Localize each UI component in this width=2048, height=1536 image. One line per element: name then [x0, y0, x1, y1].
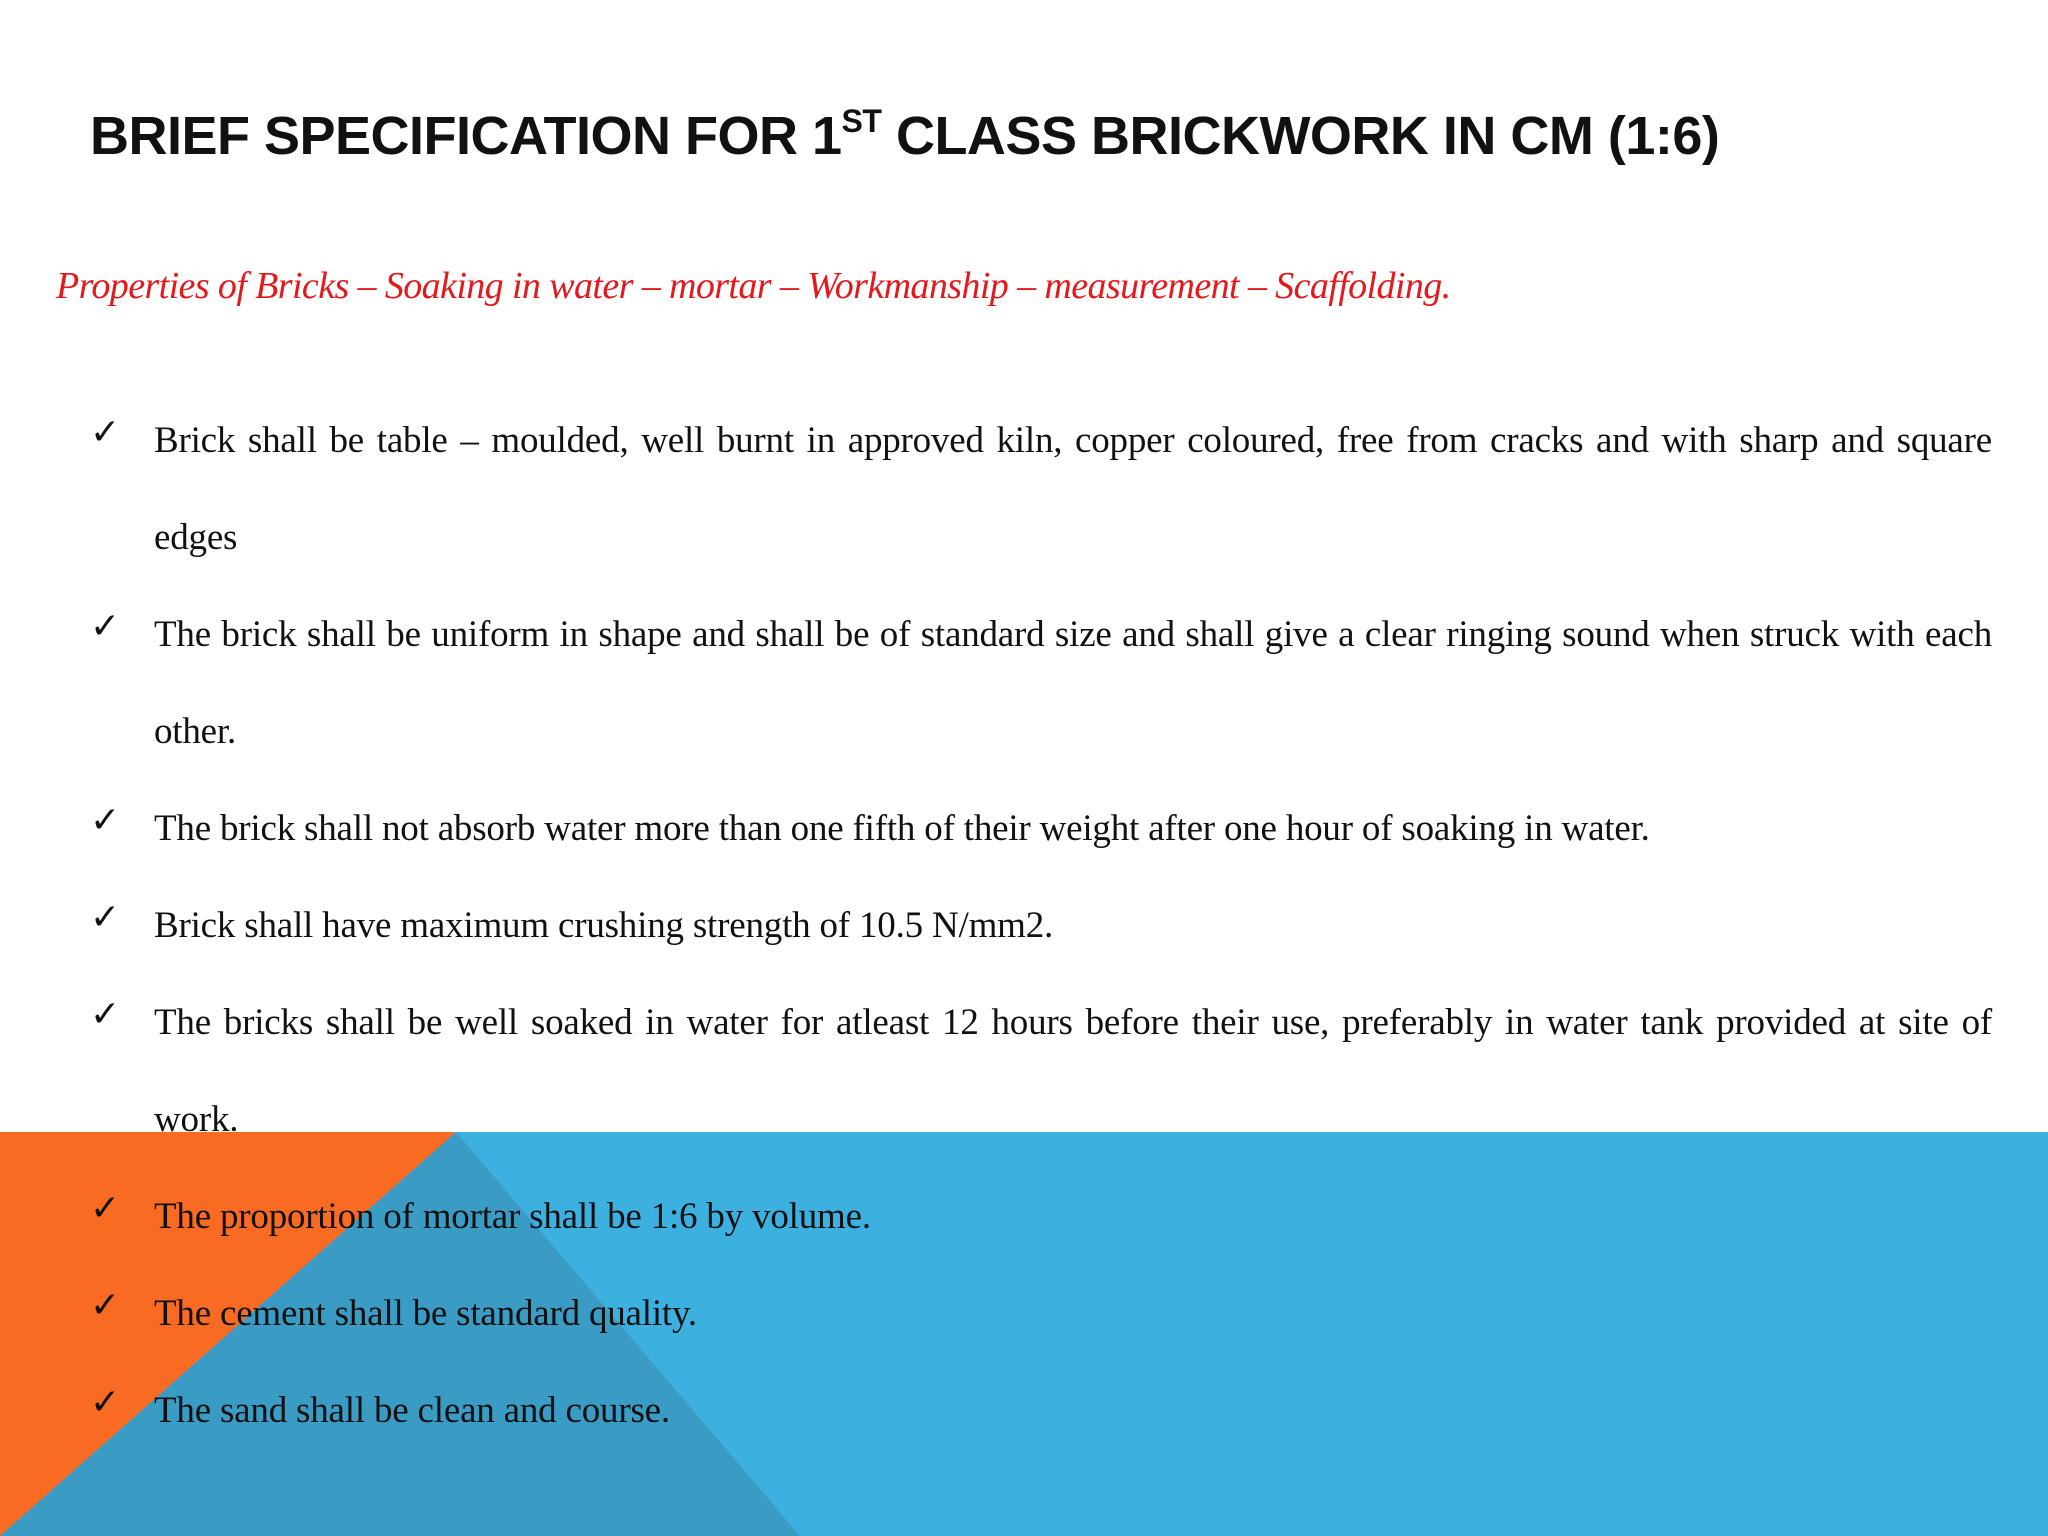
title-superscript: ST: [841, 103, 882, 139]
check-icon: ✓: [90, 606, 120, 647]
check-icon: ✓: [90, 1382, 120, 1423]
check-icon: ✓: [90, 994, 120, 1035]
list-item-text: The bricks shall be well soaked in water for atleast 12 hours before their use, preferably in water tank provided at site of work.: [154, 1002, 1992, 1140]
title-rest: CLASS BRICKWORK IN CM (1:6): [881, 106, 1720, 166]
list-item-text: The brick shall be uniform in shape and shall be of standard size and shall give a clear ringing sound when struck with each other.: [154, 614, 1992, 752]
list-item: [90, 877, 1992, 974]
slide-subtitle: Properties of Bricks – Soaking in water – mortar – Workmanship – measurement – Scaffolding.: [56, 265, 1451, 307]
check-icon: ✓: [90, 1188, 120, 1229]
list-item: [90, 780, 1992, 877]
check-icon: ✓: [90, 800, 120, 841]
check-icon: ✓: [90, 897, 120, 938]
check-icon: ✓: [90, 412, 120, 453]
list-item: [90, 1168, 1992, 1265]
list-item-text: The proportion of mortar shall be 1:6 by volume.: [154, 1196, 871, 1237]
list-item: [90, 586, 1992, 780]
list-item: [90, 974, 1992, 1168]
title-main: BRIEF SPECIFICATION FOR 1: [90, 106, 842, 166]
check-icon: ✓: [90, 1285, 120, 1326]
specification-list: [90, 392, 1992, 1459]
list-item: [90, 392, 1992, 586]
list-item-text: Brick shall have maximum crushing strength of 10.5 N/mm2.: [154, 905, 1054, 946]
list-item: [90, 1265, 1992, 1362]
list-item-text: The brick shall not absorb water more than one fifth of their weight after one hour of soaking in water.: [154, 808, 1650, 849]
list-item-text: Brick shall be table – moulded, well burnt in approved kiln, copper coloured, free from cracks and with sharp and square edges: [154, 420, 1992, 558]
list-item: [90, 1362, 1992, 1459]
list-item-text: The cement shall be standard quality.: [154, 1293, 697, 1334]
list-item-text: The sand shall be clean and course.: [154, 1390, 670, 1431]
slide-title: [90, 100, 1719, 172]
